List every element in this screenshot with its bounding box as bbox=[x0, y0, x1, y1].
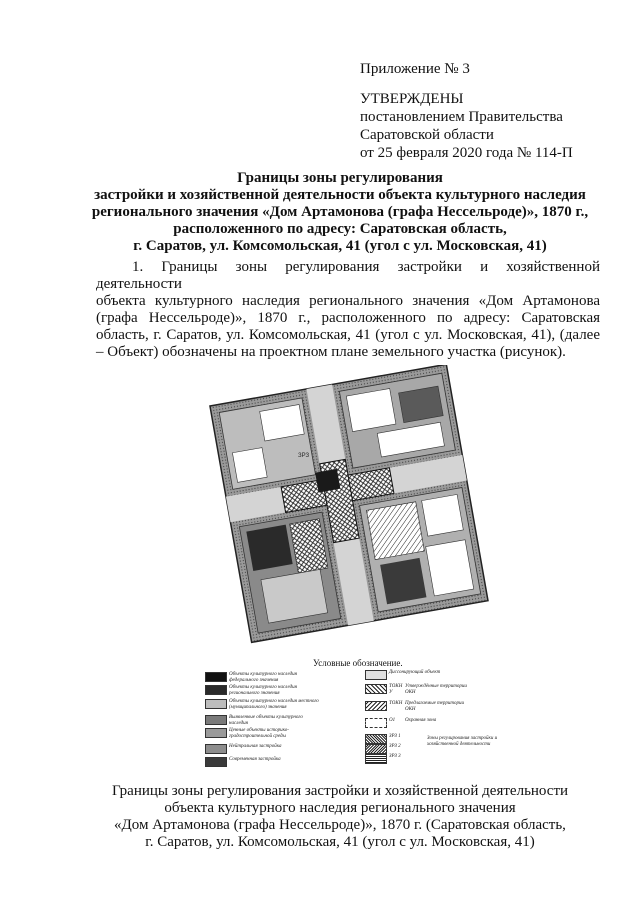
body-paragraph bbox=[96, 259, 600, 361]
legend-label-zrz: Зоны регулирования застройки и хозяйственной деятельности bbox=[427, 736, 498, 747]
legend-item-identified bbox=[205, 715, 325, 725]
swatch-federal bbox=[205, 672, 227, 682]
legend-item-zrz-3 bbox=[365, 754, 425, 762]
legend-item-neutral bbox=[205, 744, 325, 754]
legend-code-protection: О1 bbox=[389, 718, 396, 723]
legend-label-regional: Объекты культурного наследия регионального значения bbox=[229, 685, 297, 696]
swatch-tokn-approved bbox=[365, 684, 387, 694]
legend-label-tokn-approved: Утверждённые территории ОКН bbox=[405, 684, 467, 695]
appendix-number: Приложение № 3 bbox=[360, 61, 470, 77]
caption-line-1: Границы зоны регулирования застройки и хозяйственной деятельности bbox=[111, 783, 569, 799]
swatch-local bbox=[205, 699, 227, 709]
swatch-tokn-proposed bbox=[365, 701, 387, 711]
swatch-neutral bbox=[205, 744, 227, 754]
swatch-regional bbox=[205, 685, 227, 695]
title-line-2: застройки и хозяйственной деятельности объекта культурного наследия bbox=[94, 187, 586, 203]
caption-line-2: объекта культурного наследия регионального значения bbox=[164, 800, 516, 816]
legend-item-federal bbox=[205, 672, 325, 684]
zone-label: ЗРЗ bbox=[298, 453, 310, 459]
site-plan-map bbox=[190, 365, 490, 655]
legend-code-zrz-1: ЗРЗ 1 bbox=[389, 734, 401, 739]
swatch-protection bbox=[365, 718, 387, 728]
legend-label-modern: Современная застройка bbox=[229, 757, 281, 762]
caption-line-4: г. Саратов, ул. Комсомольская, 41 (угол с ул. Московская, 41) bbox=[145, 834, 535, 850]
title-line-5: г. Саратов, ул. Комсомольская, 41 (угол с ул. Московская, 41) bbox=[133, 238, 547, 254]
legend-title: Условные обозначение. bbox=[313, 658, 403, 668]
caption-line-3: «Дом Артамонова (графа Нессельроде)», 1870 г. (Саратовская область, bbox=[114, 817, 566, 833]
map-legend bbox=[205, 658, 525, 770]
legend-label-federal: Объекты культурного наследия федерального значения bbox=[229, 672, 297, 683]
legend-item-valuable bbox=[205, 728, 325, 740]
legend-item-tokn-approved bbox=[365, 684, 515, 696]
figure-caption bbox=[90, 783, 590, 851]
legend-item-modern bbox=[205, 757, 325, 767]
legend-label-dissonant: Диссонирующий объект bbox=[389, 670, 441, 675]
paragraph-line-1: 1. Границы зоны регулирования застройки и хозяйственной деятельности bbox=[96, 259, 600, 292]
legend-label-identified: Выявленные объекты культурного наследия bbox=[229, 715, 303, 726]
legend-item-local bbox=[205, 699, 325, 711]
paragraph-line-4: г. Саратов, ул. Комсомольская, 41 (угол с ул. Московская, 41), (далее – bbox=[96, 327, 601, 360]
legend-label-protection: Охранная зона bbox=[405, 718, 437, 723]
paragraph-line-2: объекта культурного наследия регионального значения «Дом Артамонова bbox=[96, 293, 600, 309]
approval-line-1: постановлением Правительства bbox=[360, 109, 563, 125]
legend-item-tokn-proposed bbox=[365, 701, 515, 713]
legend-item-protection bbox=[365, 718, 515, 728]
legend-code-tokn-approved: ТОКН У bbox=[389, 684, 403, 695]
approval-line-2: Саратовской области bbox=[360, 127, 494, 143]
title-line-3: регионального значения «Дом Артамонова (графа Нессельроде)», 1870 г., bbox=[91, 204, 589, 220]
legend-label-tokn-proposed: Предлагаемые территории ОКН bbox=[405, 701, 465, 712]
legend-item-regional bbox=[205, 685, 325, 697]
title-line-4: расположенного по адресу: Саратовская область, bbox=[173, 221, 507, 237]
legend-code-zrz-3: ЗРЗ 3 bbox=[389, 754, 401, 759]
legend-code-zrz-2: ЗРЗ 2 bbox=[389, 744, 401, 749]
swatch-zrz-1 bbox=[365, 734, 387, 744]
swatch-modern bbox=[205, 757, 227, 767]
legend-code-tokn-proposed: ТОКН bbox=[389, 701, 403, 706]
document-title bbox=[60, 170, 620, 255]
paragraph-line-5: Объект) обозначены на проектном плане земельного участка (рисунок). bbox=[107, 344, 566, 360]
legend-item-dissonant bbox=[365, 670, 515, 680]
approval-line-3: от 25 февраля 2020 года № 114-П bbox=[360, 145, 573, 161]
legend-label-local: Объекты культурного наследия местного (муниципального) значения bbox=[229, 699, 319, 710]
title-line-1: Границы зоны регулирования bbox=[237, 170, 443, 186]
swatch-zrz-2 bbox=[365, 744, 387, 754]
swatch-valuable bbox=[205, 728, 227, 738]
legend-label-valuable: Ценные объекты историко-градостроительной среды bbox=[229, 728, 289, 739]
swatch-dissonant bbox=[365, 670, 387, 680]
legend-item-zrz-1 bbox=[365, 734, 425, 742]
legend-item-zrz-2 bbox=[365, 744, 425, 752]
legend-label-neutral: Нейтральная застройка bbox=[229, 744, 282, 749]
approval-block bbox=[360, 60, 620, 162]
swatch-zrz-3 bbox=[365, 754, 387, 764]
swatch-identified bbox=[205, 715, 227, 725]
approved-heading: УТВЕРЖДЕНЫ bbox=[360, 91, 464, 107]
paragraph-line-3: (графа Нессельроде)», 1870 г., расположенного по адресу: Саратовская область, bbox=[96, 310, 600, 343]
